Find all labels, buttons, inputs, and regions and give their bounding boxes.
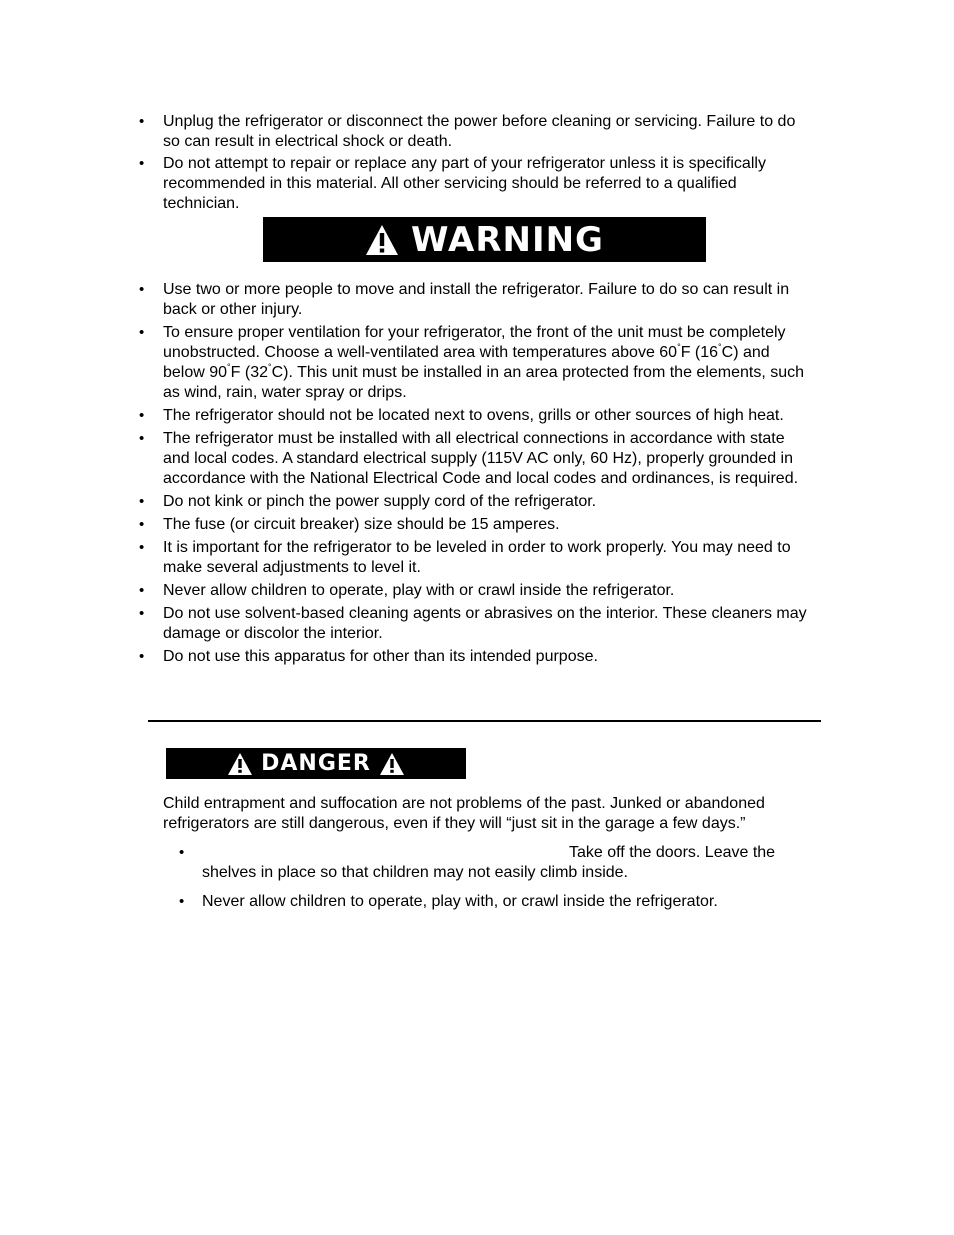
list-item: • Do not use this apparatus for other than its intended purpose. — [0, 647, 813, 667]
degree-symbol: ° — [677, 342, 681, 352]
list-item: • Do not attempt to repair or replace any part of your refrigerator unless it is specifically recommended in this material. All other servicing should be referred to a qualified technician. — [0, 154, 813, 214]
list-item: • Do not kink or pinch the power supply cord of the refrigerator. — [0, 492, 813, 512]
list-item-text: To ensure proper ventilation for your refrigerator, the front of the unit must be completely unobstructed. Choose a well-ventilated area with temperatures above 60 — [163, 324, 786, 361]
list-item-text: C). This unit must be installed in an area protected from the elements, such as wind, rain, water spray or drips. — [163, 364, 805, 401]
list-item: • Never allow children to operate, play with or crawl inside the refrigerator. — [0, 581, 813, 601]
warning-triangle-icon — [365, 224, 399, 256]
list-item-text: F (16 — [680, 344, 719, 361]
list-item: • The fuse (or circuit breaker) size should be 15 amperes. — [0, 515, 813, 535]
degree-symbol: ° — [718, 342, 722, 352]
list-item-text: Take off the doors. Leave the shelves in place so that children may not easily climb inside. — [202, 844, 776, 881]
list-item: • Do not use solvent-based cleaning agents or abrasives on the interior. These cleaners may damage or discolor the interior. — [0, 604, 813, 644]
warning-banner — [263, 217, 706, 262]
degree-symbol: ° — [268, 362, 272, 372]
list-item-text: C) and below 90 — [163, 344, 770, 381]
list-item: • It is important for the refrigerator to be leveled in order to work properly. You may need to make several adjustments to level it. — [0, 538, 813, 578]
safety-list-warning — [0, 280, 813, 670]
list-item: • The refrigerator must be installed with all electrical connections in accordance with state and local codes. A standard electrical supply (115V AC only, 60 Hz), properly grounded in accordance with the National Electrical Code and local codes and ordinances, is required. — [0, 429, 813, 489]
degree-symbol: ° — [227, 362, 231, 372]
list-item — [0, 323, 813, 403]
danger-intro-paragraph: Child entrapment and suffocation are not problems of the past. Junked or abandoned refrigerators are still dangerous, even if they will “just sit in the garage a few days.” — [163, 795, 765, 832]
warning-label: WARNING — [411, 219, 604, 260]
list-item: • Use two or more people to move and install the refrigerator. Failure to do so can result in back or other injury. — [0, 280, 813, 320]
list-item: • Unplug the refrigerator or disconnect the power before cleaning or servicing. Failure to do so can result in electrical shock or death. — [0, 112, 813, 152]
warning-triangle-icon — [227, 752, 253, 776]
list-item: • The refrigerator should not be located next to ovens, grills or other sources of high heat. — [0, 406, 813, 426]
danger-banner — [166, 748, 466, 779]
safety-list-top — [0, 112, 813, 216]
list-item-text: F (32 — [230, 364, 268, 381]
danger-list — [0, 843, 802, 921]
list-item: • Never allow children to operate, play with, or crawl inside the refrigerator. — [0, 892, 802, 912]
warning-triangle-icon — [379, 752, 405, 776]
list-item — [0, 843, 802, 883]
section-divider — [148, 720, 821, 722]
danger-label: DANGER — [261, 750, 371, 776]
